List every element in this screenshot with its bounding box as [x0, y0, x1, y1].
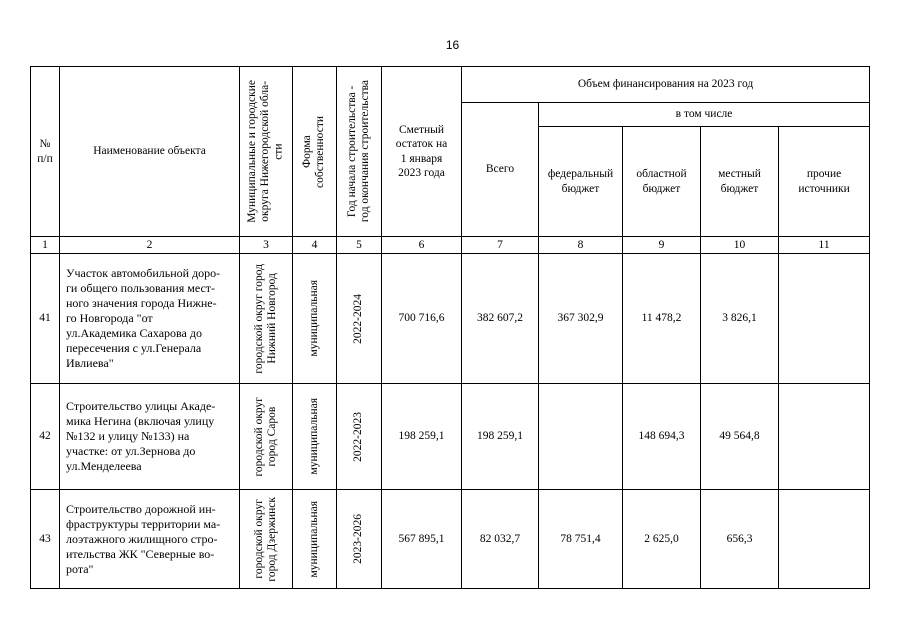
col-number: 6	[382, 237, 462, 254]
total-funding: 382 607,2	[462, 254, 539, 384]
col-number: 8	[539, 237, 623, 254]
col-number: 5	[337, 237, 382, 254]
col-number: 3	[240, 237, 293, 254]
other-sources	[779, 490, 870, 589]
header-regional: областной бюджет	[623, 127, 701, 237]
table-row	[31, 254, 870, 384]
regional-budget: 2 625,0	[623, 490, 701, 589]
object-name: Строительство дорожной ин- фраструктуры территории ма- лоэтажного жилищного стро- ительства ЖК "Северные во- рота"	[60, 490, 240, 589]
col-number: 11	[779, 237, 870, 254]
years: 2022-2023	[337, 384, 382, 490]
header-object-name: Наименование объекта	[60, 67, 240, 237]
local-budget: 49 564,8	[701, 384, 779, 490]
object-name: Строительство улицы Акаде- мика Негина (включая улицу №132 и улицу №133) на участке: от ул.Зернова до ул.Менделеева	[60, 384, 240, 490]
header-federal: федеральный бюджет	[539, 127, 623, 237]
federal-budget: 78 751,4	[539, 490, 623, 589]
col-number: 2	[60, 237, 240, 254]
header-district: Муниципальные и городские округа Нижегородской обла- сти	[240, 67, 293, 237]
table-row	[31, 490, 870, 589]
years: 2022-2024	[337, 254, 382, 384]
header-local: местный бюджет	[701, 127, 779, 237]
other-sources	[779, 254, 870, 384]
district: городской округ город Саров	[240, 384, 293, 490]
regional-budget: 148 694,3	[623, 384, 701, 490]
header-ownership: Форма собственности	[293, 67, 337, 237]
total-funding: 198 259,1	[462, 384, 539, 490]
header-estimate: Сметный остаток на 1 января 2023 года	[382, 67, 462, 237]
ownership: муниципальная	[293, 384, 337, 490]
row-number: 43	[31, 490, 60, 589]
district: городской округ город Дзержинск	[240, 490, 293, 589]
estimate-balance: 198 259,1	[382, 384, 462, 490]
col-number: 7	[462, 237, 539, 254]
col-number: 1	[31, 237, 60, 254]
header-other: прочие источники	[779, 127, 870, 237]
header-total: Всего	[462, 103, 539, 237]
local-budget: 3 826,1	[701, 254, 779, 384]
district: городской округ город Нижний Новгород	[240, 254, 293, 384]
years: 2023-2026	[337, 490, 382, 589]
object-name: Участок автомобильной доро- ги общего пользования мест- ного значения города Нижне- го Новгорода "от ул.Академика Сахарова до пересечения с ул.Генерала Ивлиева"	[60, 254, 240, 384]
federal-budget	[539, 384, 623, 490]
financing-table	[30, 66, 870, 589]
col-number: 9	[623, 237, 701, 254]
row-number: 41	[31, 254, 60, 384]
col-number: 4	[293, 237, 337, 254]
column-numbers-row	[31, 237, 870, 254]
total-funding: 82 032,7	[462, 490, 539, 589]
ownership: муниципальная	[293, 254, 337, 384]
ownership: муниципальная	[293, 490, 337, 589]
header-including: в том числе	[539, 103, 870, 127]
local-budget: 656,3	[701, 490, 779, 589]
table-row	[31, 384, 870, 490]
page-number: 16	[445, 38, 460, 52]
estimate-balance: 700 716,6	[382, 254, 462, 384]
header-row-number: № п/п	[31, 67, 60, 237]
col-number: 10	[701, 237, 779, 254]
estimate-balance: 567 895,1	[382, 490, 462, 589]
regional-budget: 11 478,2	[623, 254, 701, 384]
row-number: 42	[31, 384, 60, 490]
federal-budget: 367 302,9	[539, 254, 623, 384]
header-years: Год начала строительства - год окончания строительства	[337, 67, 382, 237]
header-funding: Объем финансирования на 2023 год	[462, 67, 870, 103]
other-sources	[779, 384, 870, 490]
